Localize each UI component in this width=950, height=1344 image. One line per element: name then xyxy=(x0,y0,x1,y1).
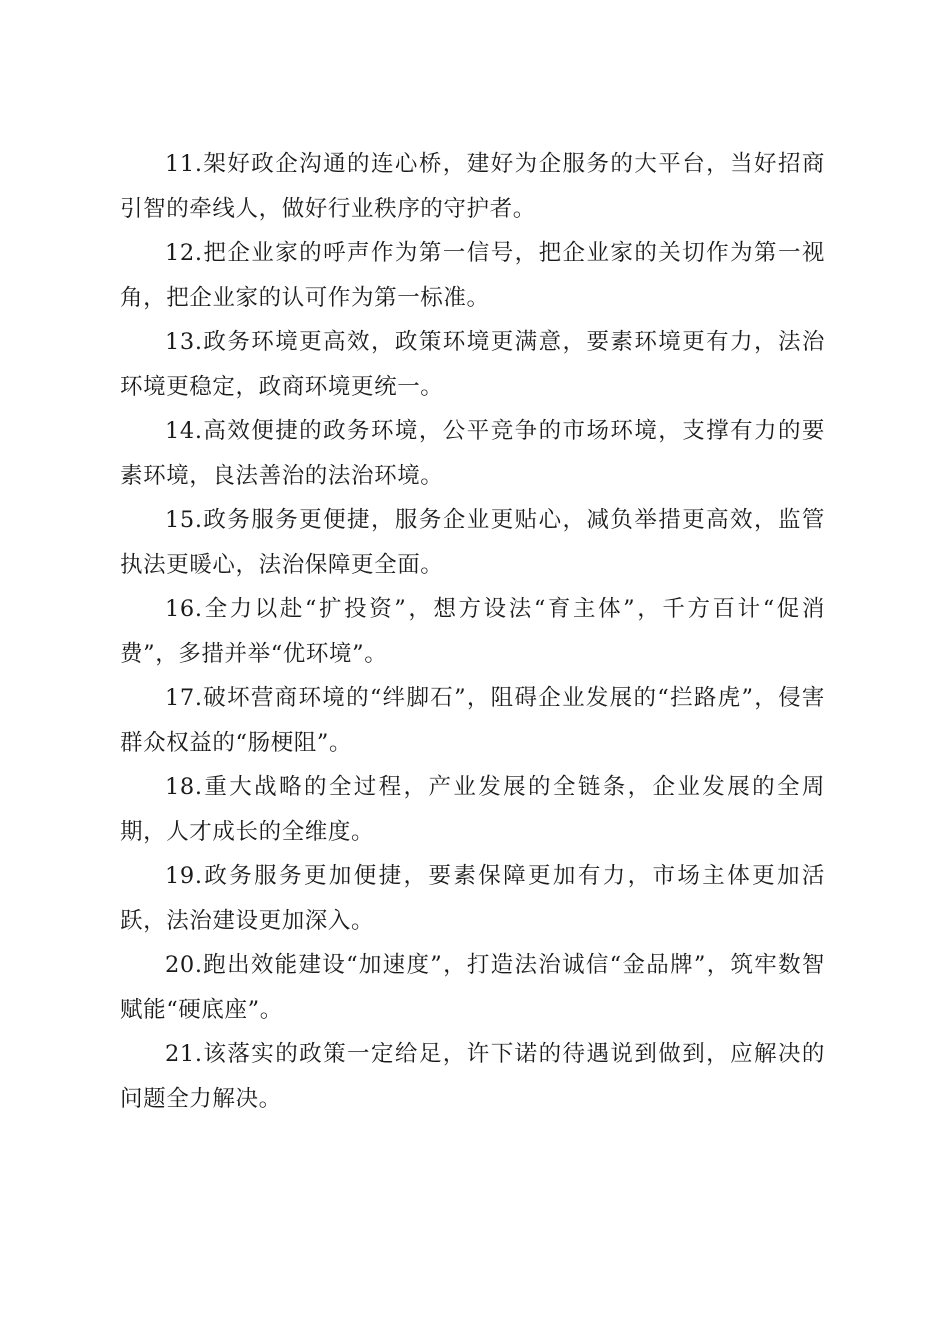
paragraph-13: 13.政务环境更高效，政策环境更满意，要素环境更有力，法治环境更稳定，政商环境更统一。 xyxy=(120,329,825,400)
paragraph-15: 15.政务服务更便捷，服务企业更贴心，减负举措更高效，监管执法更暖心，法治保障更全面。 xyxy=(120,507,825,578)
paragraph-11: 11.架好政企沟通的连心桥，建好为企服务的大平台，当好招商引智的牵线人，做好行业秩序的守护者。 xyxy=(120,151,825,222)
paragraph-19: 19.政务服务更加便捷，要素保障更加有力，市场主体更加活跃，法治建设更加深入。 xyxy=(120,863,825,934)
paragraph-18: 18.重大战略的全过程，产业发展的全链条，企业发展的全周期，人才成长的全维度。 xyxy=(120,774,825,845)
paragraph-21: 21.该落实的政策一定给足，许下诺的待遇说到做到，应解决的问题全力解决。 xyxy=(120,1041,825,1112)
paragraph-20: 20.跑出效能建设“加速度”，打造法治诚信“金品牌”，筑牢数智赋能“硬底座”。 xyxy=(120,952,825,1023)
paragraph-16: 16.全力以赴“扩投资”，想方设法“育主体”，千方百计“促消费”，多措并举“优环境”。 xyxy=(120,596,825,667)
paragraph-17: 17.破坏营商环境的“绊脚石”，阻碍企业发展的“拦路虎”，侵害群众权益的“肠梗阻”。 xyxy=(120,685,825,756)
paragraph-12: 12.把企业家的呼声作为第一信号，把企业家的关切作为第一视角，把企业家的认可作为第一标准。 xyxy=(120,240,825,311)
document-body xyxy=(120,142,825,1121)
paragraph-14: 14.高效便捷的政务环境，公平竞争的市场环境，支撑有力的要素环境，良法善治的法治环境。 xyxy=(120,418,825,489)
